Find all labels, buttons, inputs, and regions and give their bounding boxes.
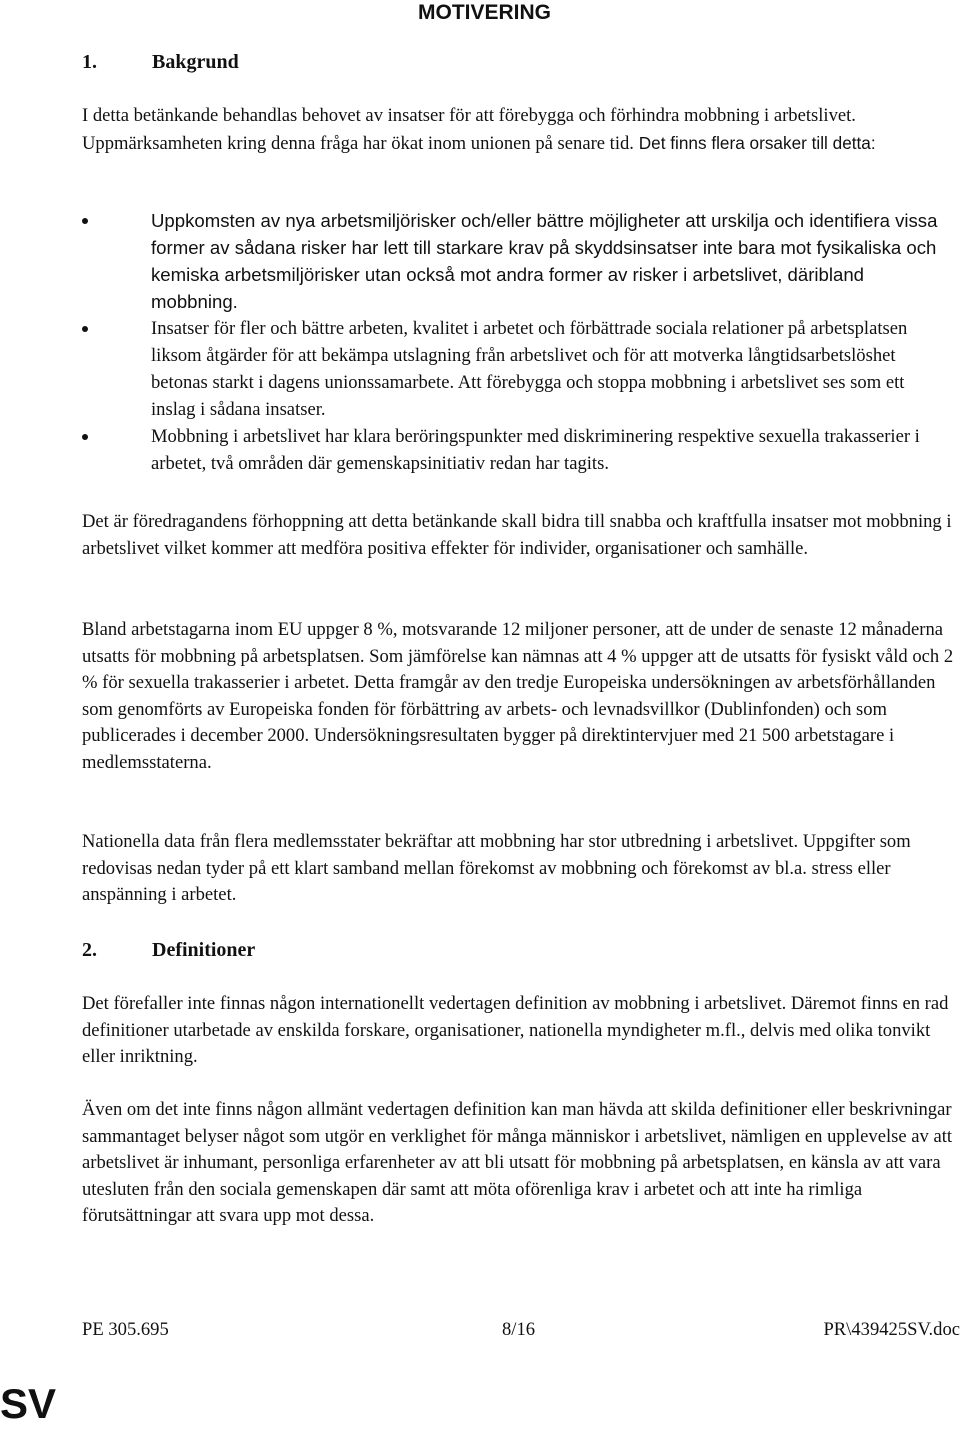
section-1-intro [82, 103, 960, 157]
footer-file-ref: PR\439425SV.doc [823, 1319, 960, 1340]
reason-item-2 [0, 315, 951, 423]
bullet-icon [82, 218, 88, 224]
section-2-heading [82, 937, 255, 963]
section-1-number: 1. [82, 51, 97, 73]
paragraph-statistics: Bland arbetstagarna inom EU uppger 8 %, motsvarande 12 miljoner personer, att de under de senaste 12 månaderna utsatts för mobbning på arbetsplatsen. Som jämförelse kan nämnas att 4 % uppger att de utsatts för fysiskt våld och 2 % för sexuella trakasserier i arbetet. Detta framgår av den tredje Europeiska undersökningen av arbetsförhållanden som genomförts av Europeiska fonden för förbättring av arbets- och levnadsvillkor (Dublinfonden) och som publicerades i december 2000. Undersökningsresultaten bygger på direktintervjuer med 21 500 arbetstagare i medlemsstaterna. [82, 619, 954, 773]
reason-text: Uppkomsten av nya arbetsmiljörisker och/eller bättre möjligheter att urskilja och identifiera vissa former av sådana risker har lett till starkare krav på skyddsinsatser inte bara mot fysikaliska och kemiska arbetsmiljörisker utan också mot andra former av risker i arbetslivet, däribland mobbning. [151, 210, 938, 312]
reason-text: Mobbning i arbetslivet har klara beröringspunkter med diskriminering respektive sexuella trakasserier i arbetet, två områden där gemenskapsinitiativ redan har tagits. [151, 426, 920, 474]
section-2-number: 2. [82, 939, 97, 961]
reason-item-1 [0, 207, 951, 315]
section-1-heading [82, 49, 239, 75]
footer-page-number: 8/16 [502, 1319, 536, 1340]
paragraph-hope: Det är föredragandens förhoppning att detta betänkande skall bidra till snabba och kraftfulla insatser mot mobbning i arbetslivet vilket kommer att medföra positiva effekter för individer, organisationer och samhälle. [82, 511, 952, 559]
paragraph-definition-intro: Det förefaller inte finnas någon internationellt vedertagen definition av mobbning i arbetslivet. Däremot finns en rad definitioner utarbetade av enskilda forskare, organisationer, nationella myndigheter m.fl., delvis med olika tonvikt eller inriktning. [82, 993, 949, 1067]
footer-document-id: PE 305.695 [82, 1319, 169, 1340]
language-badge: SV [0, 1380, 57, 1427]
bullet-icon [82, 434, 88, 440]
reason-item-3 [0, 423, 951, 477]
reasons-list [0, 207, 960, 477]
section-1-title: Bakgrund [152, 51, 239, 73]
page-header-title: MOTIVERING [418, 1, 552, 24]
paragraph-definition-detail: Även om det inte finns någon allmänt vedertagen definition kan man hävda att skilda definitioner eller beskrivningar sammantaget belyser något som utgör en verklighet för många människor i arbetslivet, nämligen en upplevelse av att arbetslivet är inhumant, personliga erfarenheter av att bli utsatt för mobbning på arbetsplatsen, en känsla av att vara utesluten från den sociala gemenskapen där samt att möta oförenliga krav i arbetet och att inte ha rimliga förutsättningar att svara upp mot dessa. [82, 1099, 953, 1226]
intro-text: I detta betänkande behandlas behovet av insatser för att förebygga och förhindra mobbning i arbetslivet. Uppmärksamheten kring denna fråga har ökat inom unionen på senare tid. [82, 105, 856, 154]
section-2-title: Definitioner [152, 939, 256, 961]
bullet-icon [82, 326, 88, 332]
intro-text-continued: Det finns flera orsaker till detta: [633, 132, 876, 153]
reason-text: Insatser för fler och bättre arbeten, kvalitet i arbetet och förbättrade sociala relationer på arbetsplatsen liksom åtgärder för att bekämpa utslagning från arbetslivet och för att motverka långtidsarbetslöshet betonas starkt i dagens unionssamarbete. Att förebygga och stoppa mobbning i arbetslivet ses som ett inslag i sådana insatser. [151, 318, 908, 420]
paragraph-national-data: Nationella data från flera medlemsstater bekräftar att mobbning har stor utbredning i arbetslivet. Uppgifter som redovisas nedan tyder på ett klart samband mellan förekomst av mobbning och förekomst av bl.a. stress eller anspänning i arbetet. [82, 831, 911, 905]
